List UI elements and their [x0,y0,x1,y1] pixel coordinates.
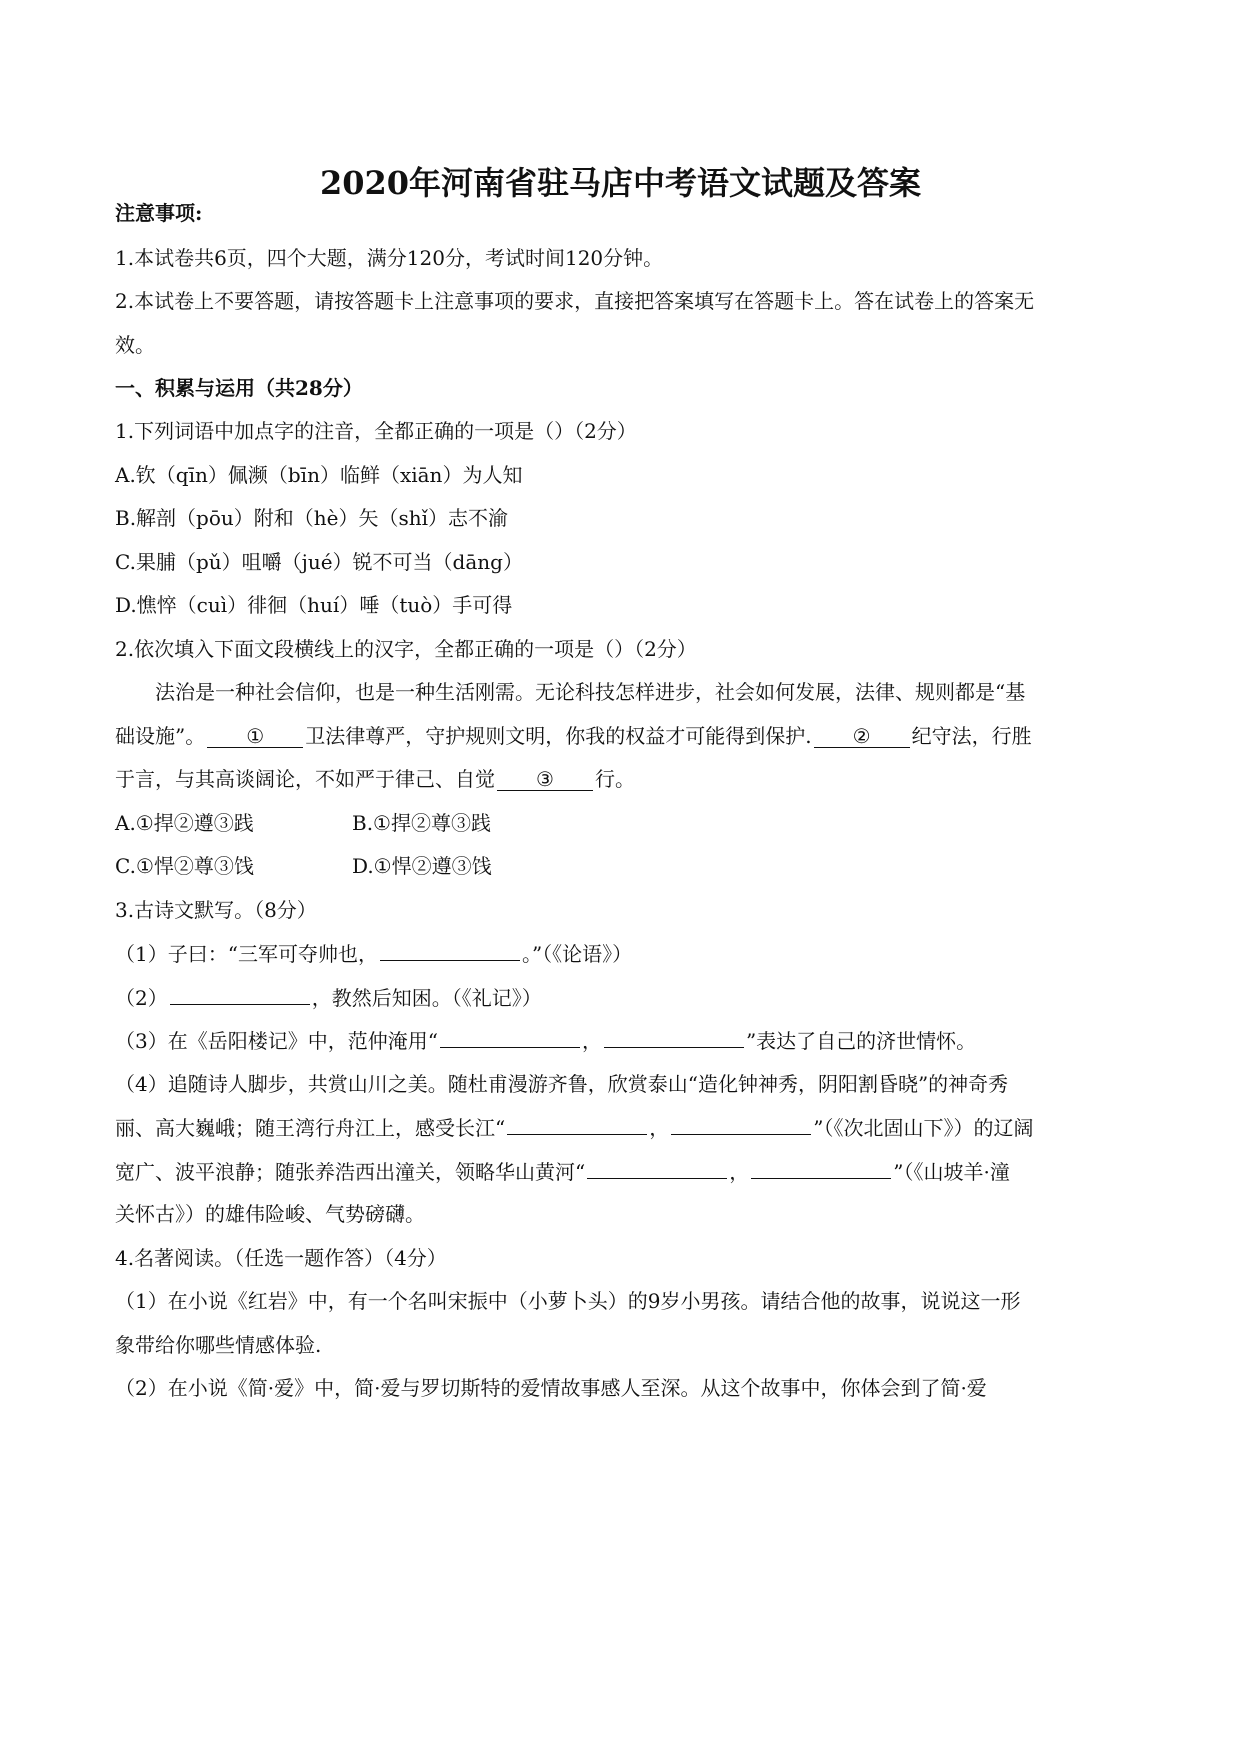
q4-sub-1-line-2: 象带给你哪些情感体验. [115,1333,322,1357]
q3-sub-4-line-4: 关怀古》）的雄伟险峻、气势磅礴。 [115,1202,425,1226]
q2-blank-3: ③ [497,768,593,791]
q2-options-row-2 [115,851,1135,881]
q2-option-c: C.①悍②尊③饯 [115,854,254,878]
q3-sub-4-text: ， [649,1116,670,1140]
notice-item-2-line-2: 效。 [115,333,155,357]
q2-passage-text: 纪守法，行胜 [911,724,1032,748]
q1-stem: 1.下列词语中加点字的注音，全都正确的一项是（）（2分） [115,419,637,443]
q3-blank [380,938,520,961]
q3-sub-3-text: ， [581,1029,602,1053]
q2-passage-text: 础设施”。 [115,724,206,748]
q3-sub-2 [115,982,1135,1013]
q3-blank [587,1156,727,1179]
q2-option-a: A.①捍②遵③践 [115,811,254,835]
q3-sub-2-text: ，教然后知困。（《礼记》） [311,986,542,1010]
q3-sub-4-line-1: （4）追随诗人脚步，共赏山川之美。随杜甫漫游齐鲁，欣赏泰山“造化钟神秀，阴阳割昏晓”的神奇秀 [115,1072,1009,1096]
q3-sub-3-text: （3）在《岳阳楼记》中，范仲淹用“ [115,1029,438,1053]
q3-sub-4-text: 宽广、波平浪静；随张养浩西出潼关，领略华山黄河“ [115,1160,586,1184]
q2-passage-text: 于言，与其高谈阔论，不如严于律己、自觉 [115,767,495,791]
q4-sub-1-line-1: （1）在小说《红岩》中，有一个名叫宋振中（小萝卜头）的9岁小男孩。请结合他的故事，说说这一形 [115,1289,1021,1313]
q2-passage-line-3 [115,764,1135,794]
q3-sub-2-text: （2） [115,986,168,1010]
q1-option-c: C.果脯（pǔ）咀嚼（jué）锐不可当（dāng） [115,550,523,574]
q2-blank-2: ② [814,725,910,748]
q3-sub-4-line-3 [115,1156,1135,1187]
q2-passage-text: 卫法律尊严，守护规则文明，你我的权益才可能得到保护. [305,724,812,748]
q3-sub-4-text: ”（《山坡羊·潼 [893,1160,1010,1184]
q4-stem: 4.名著阅读。（任选一题作答）（4分） [115,1246,447,1270]
q2-blank-1: ① [207,725,303,748]
q1-option-a: A.钦（qīn）佩濒（bīn）临鲜（xiān）为人知 [115,463,523,487]
q3-sub-4-line-2 [115,1112,1135,1143]
q3-sub-3 [115,1025,1135,1056]
page-title: 2020年河南省驻马店中考语文试题及答案 [319,164,922,202]
q3-sub-1 [115,938,1135,969]
q2-passage-line-1: 法治是一种社会信仰，也是一种生活刚需。无论科技怎样进步，社会如何发展，法律、规则都是“基 [155,680,1026,704]
q1-option-b: B.解剖（pōu）附和（hè）矢（shǐ）志不渝 [115,506,509,530]
q3-blank [604,1025,744,1048]
notice-item-2-line-1: 2.本试卷上不要答题，请按答题卡上注意事项的要求，直接把答案填写在答题卡上。答在试卷上的答案无 [115,289,1035,313]
section-1-heading: 一、积累与运用（共28分） [115,376,363,400]
q3-blank [671,1112,811,1135]
q1-option-d: D.憔悴（cuì）徘徊（huí）唾（tuò）手可得 [115,593,513,617]
q3-blank [507,1112,647,1135]
q2-stem: 2.依次填入下面文段横线上的汉字，全都正确的一项是（）（2分） [115,637,697,661]
q3-blank [440,1025,580,1048]
q2-option-d: D.①悍②遵③饯 [352,854,492,878]
q3-blank [751,1156,891,1179]
q2-passage-text: 行。 [595,767,635,791]
notice-item-1: 1.本试卷共6页，四个大题，满分120分，考试时间120分钟。 [115,246,664,270]
q3-sub-4-text: ， [729,1160,750,1184]
q3-sub-4-text: ”（《次北固山下》）的辽阔 [813,1116,1034,1140]
notice-heading: 注意事项: [115,201,203,225]
q3-sub-1-text: 。”（《论语》） [521,942,633,966]
q2-option-b: B.①捍②尊③践 [352,811,491,835]
q3-sub-3-text: ”表达了自己的济世情怀。 [745,1029,977,1053]
q3-stem: 3.古诗文默写。（8分） [115,898,317,922]
q3-sub-1-text: （1）子曰：“三军可夺帅也， [115,942,378,966]
q4-sub-2-line-1: （2）在小说《简·爱》中，简·爱与罗切斯特的爱情故事感人至深。从这个故事中，你体会到了简·爱 [115,1376,987,1400]
q2-passage-line-2 [115,721,1135,751]
q3-sub-4-text: 丽、高大巍峨；随王湾行舟江上，感受长江“ [115,1116,506,1140]
q3-blank [170,982,310,1005]
q2-options-row-1 [115,808,1135,838]
